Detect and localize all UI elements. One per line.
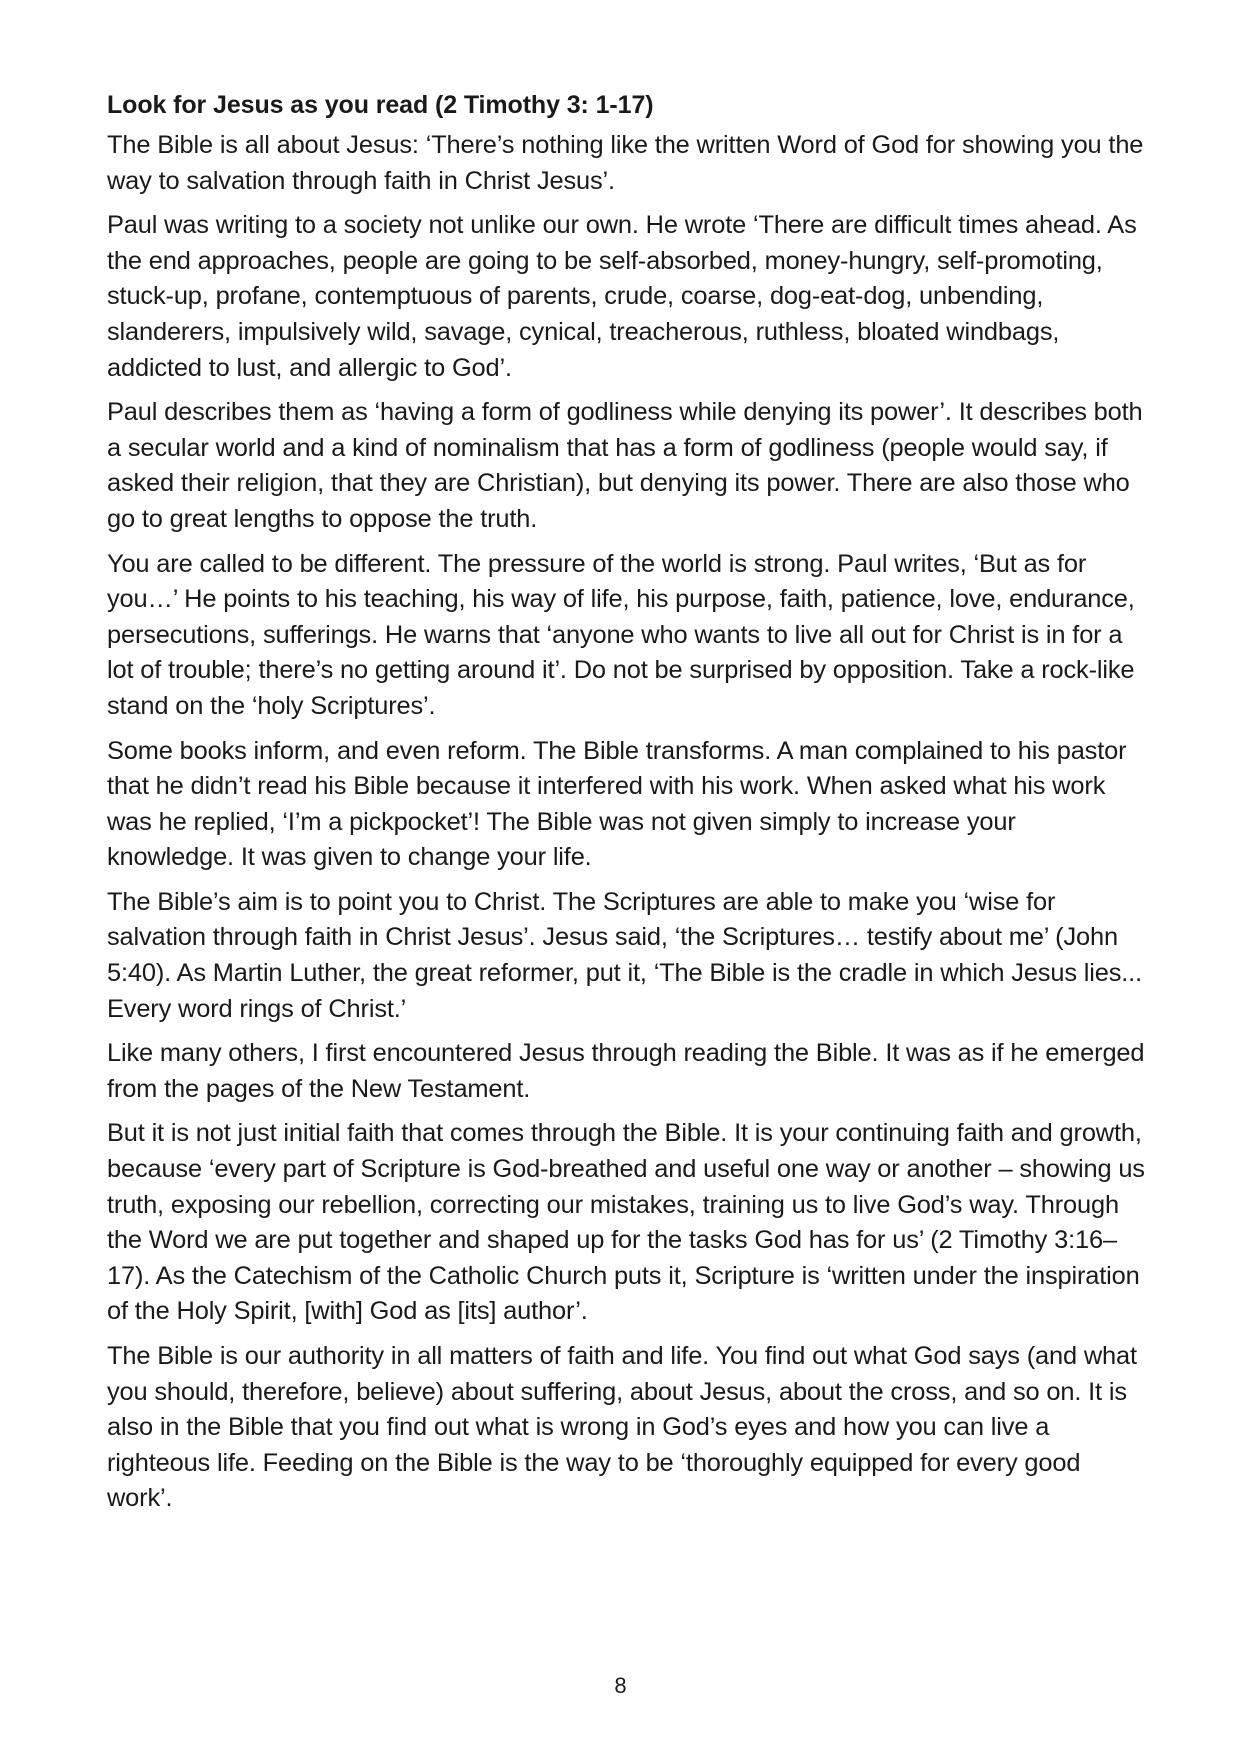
page-content: [107, 88, 1147, 1526]
paragraph-2: Paul was writing to a society not unlike our own. He wrote ‘There are difficult times ahead. As the end approaches, people are going to be self-absorbed, money-hungry, self-promoting, stuck-up, profane, contemptuous of parents, crude, coarse, dog-eat-dog, unbending, slanderers, impulsively wild, savage, cynical, treacherous, ruthless, bloated windbags, addicted to lust, and allergic to God’.: [107, 211, 1137, 382]
paragraph-9: The Bible is our authority in all matters of faith and life. You find out what God says (and what you should, therefore, believe) about suffering, about Jesus, about the cross, and so on. It is also in the Bible that you find out what is wrong in God’s eyes and how you can live a righteous life. Feeding on the Bible is the way to be ‘thoroughly equipped for every good work’.: [107, 1342, 1137, 1513]
paragraph-3: Paul describes them as ‘having a form of godliness while denying its power’. It describes both a secular world and a kind of nominalism that has a form of godliness (people would say, if asked their religion, that they are Christian), but denying its power. There are also those who go to great lengths to oppose the truth.: [107, 398, 1143, 533]
page-number: 8: [614, 1673, 627, 1698]
paragraph-5: Some books inform, and even reform. The Bible transforms. A man complained to his pastor that he didn’t read his Bible because it interfered with his work. When asked what his work was he replied, ‘I’m a pickpocket’! The Bible was not given simply to increase your knowledge. It was given to change your life.: [107, 736, 1127, 872]
paragraph-4: You are called to be different. The pressure of the world is strong. Paul writes, ‘But as for you…’ He points to his teaching, his way of life, his purpose, faith, patience, love, endurance, persecutions, sufferings. He warns that ‘anyone who wants to live all out for Christ is in for a lot of trouble; there’s no getting around it’. Do not be surprised by opposition. Take a rock-like stand on the ‘holy Scriptures’.: [107, 549, 1135, 720]
paragraph-1: The Bible is all about Jesus: ‘There’s nothing like the written Word of God for showing you the way to salvation through faith in Christ Jesus’.: [107, 131, 1144, 195]
paragraph-7: Like many others, I first encountered Jesus through reading the Bible. It was as if he emerged from the pages of the New Testament.: [107, 1039, 1145, 1103]
paragraph-6: The Bible’s aim is to point you to Christ. The Scriptures are able to make you ‘wise for salvation through faith in Christ Jesus’. Jesus said, ‘the Scriptures… testify about me’ (John 5:40). As Martin Luther, the great reformer, put it, ‘The Bible is the cradle in which Jesus lies... Every word rings of Christ.’: [107, 887, 1142, 1023]
section-heading: Look for Jesus as you read (2 Timothy 3: 1-17): [107, 91, 654, 119]
paragraph-8: But it is not just initial faith that comes through the Bible. It is your continuing faith and growth, because ‘every part of Scripture is God-breathed and useful one way or another – showing us truth, exposing our rebellion, correcting our mistakes, training us to live God’s way. Through the Word we are put together and shaped up for the tasks God has for us’ (2 Timothy 3:16–17). As the Catechism of the Catholic Church puts it, Scripture is ‘written under the inspiration of the Holy Spirit, [with] God as [its] author’.: [107, 1119, 1145, 1326]
